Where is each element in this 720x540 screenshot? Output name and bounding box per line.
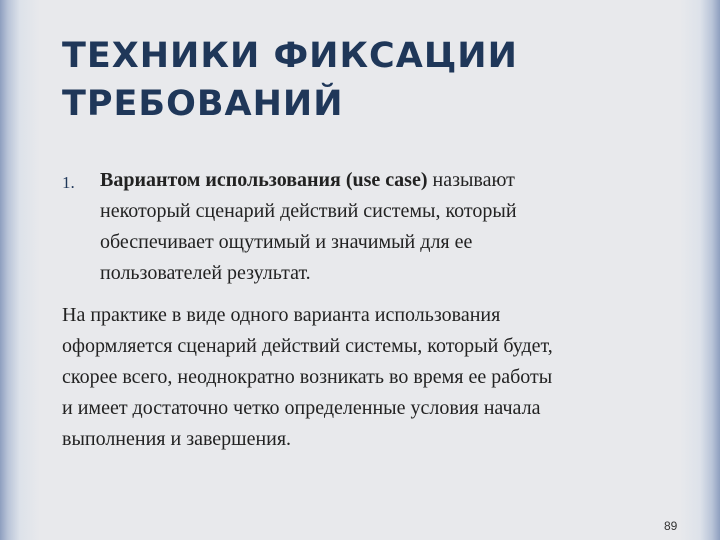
body-paragraph: [62, 300, 672, 455]
page-number: 89: [664, 519, 678, 533]
list-item-term: Вариантом использования (use case): [100, 169, 428, 191]
numbered-list: [62, 165, 622, 289]
title-line-2: ТРЕБОВАНИЙ: [62, 84, 344, 124]
paragraph-line-1: На практике в виде одного варианта использования: [62, 304, 501, 326]
list-item-number: 1.: [62, 173, 75, 192]
paragraph-line-4: и имеет достаточно четко определенные условия начала: [62, 397, 541, 419]
paragraph-line-3: скорее всего, неоднократно возникать во время ее работы: [62, 366, 553, 388]
paragraph-line-5: выполнения и завершения.: [62, 428, 292, 450]
list-item-text-line-1: называют: [427, 169, 515, 191]
slide-title: [62, 32, 662, 128]
list-item-text-line-2: некоторый сценарий действий системы, который: [100, 200, 517, 222]
paragraph-line-2: оформляется сценарий действий системы, который будет,: [62, 335, 553, 357]
title-line-1: ТЕХНИКИ ФИКСАЦИИ: [62, 36, 518, 76]
list-item-text-line-3: обеспечивает ощутимый и значимый для ее: [100, 231, 473, 253]
list-item-text-line-4: пользователей результат.: [100, 262, 311, 284]
list-item: [62, 165, 622, 289]
